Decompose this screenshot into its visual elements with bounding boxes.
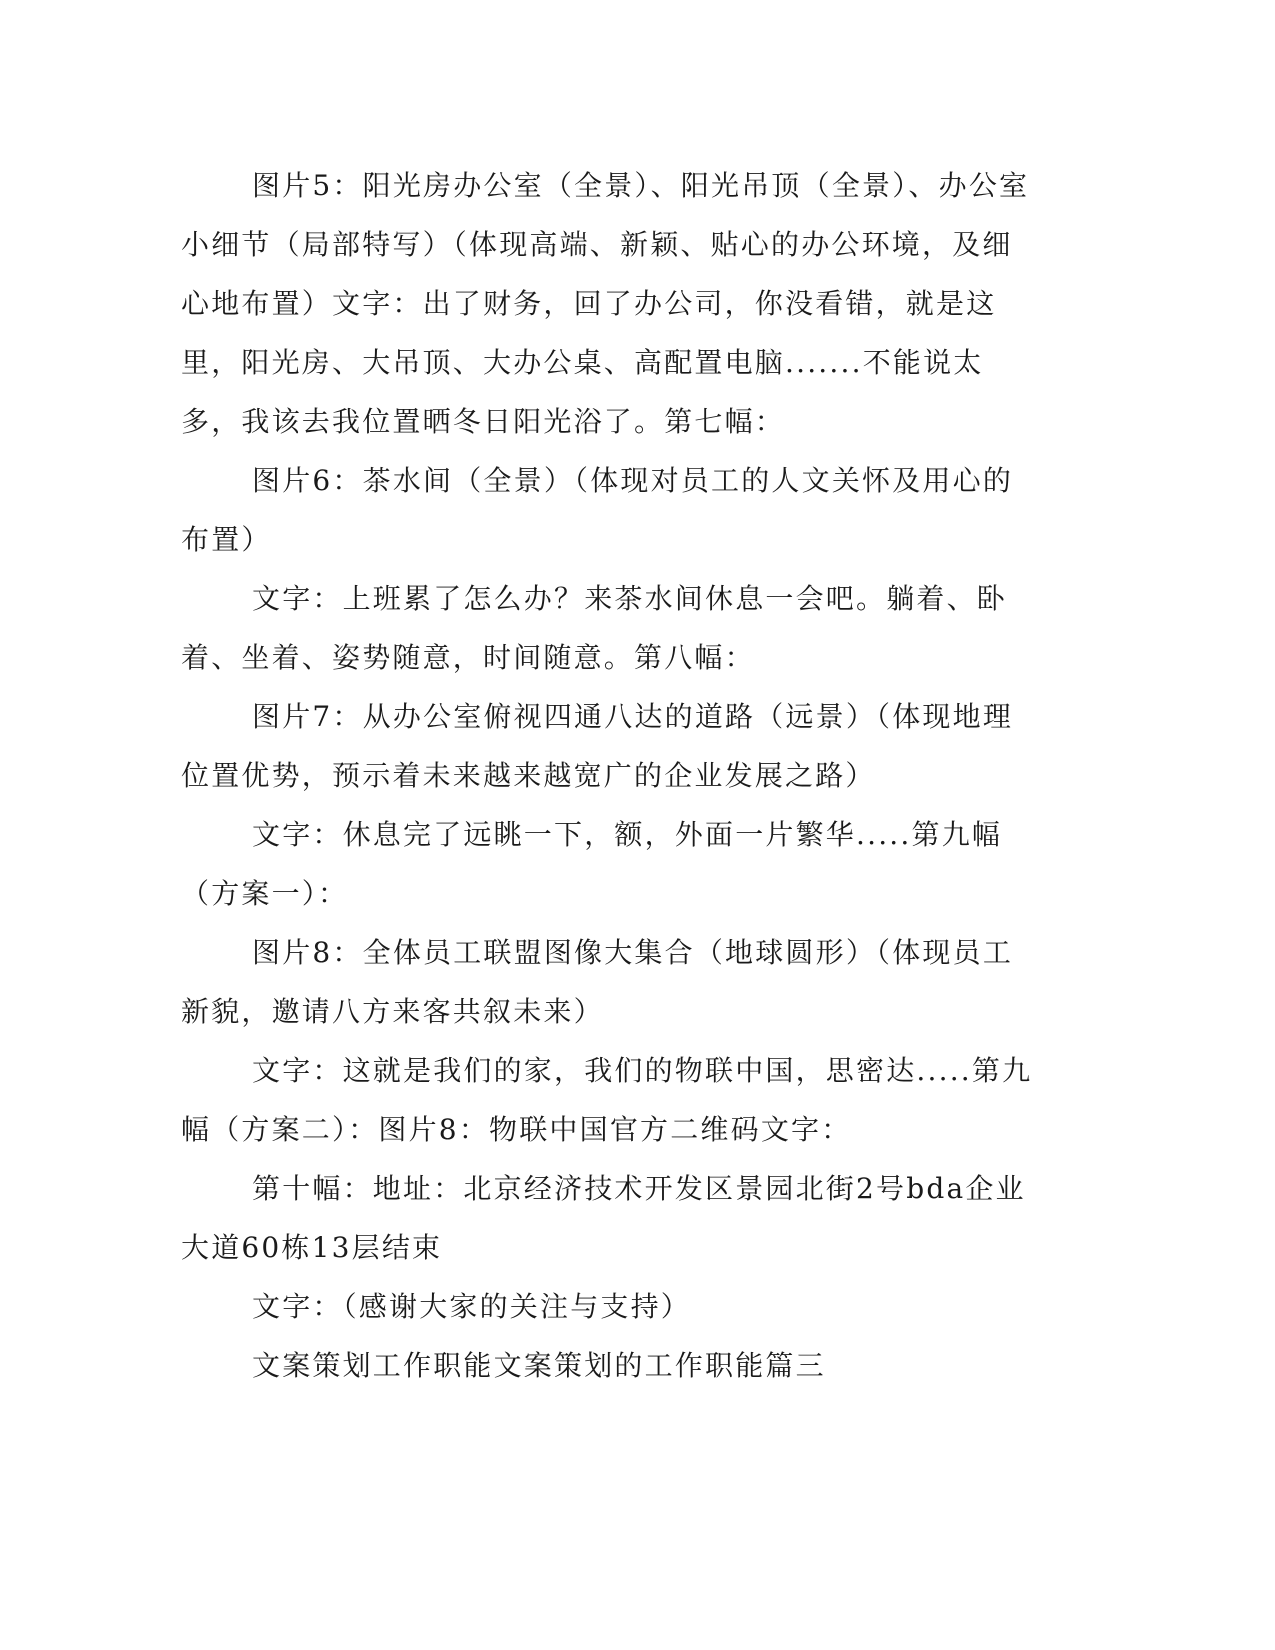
paragraph-home-text: 文字：这就是我们的家，我们的物联中国，思密达.....第九幅（方案二）：图片8：物联中国官方二维码文字： [181, 1054, 1033, 1146]
document-body [181, 156, 1041, 1395]
paragraph-picture-8: 图片8：全体员工联盟图像大集合（地球圆形）（体现员工新貌，邀请八方来客共叙未来） [181, 936, 1014, 1028]
paragraph-picture-5: 图片5：阳光房办公室（全景）、阳光吊顶（全景）、办公室小细节（局部特写）（体现高端、新颖、贴心的办公环境，及细心地布置）文字：出了财务，回了办公司，你没看错，就是这里，阳光房、大吊顶、大办公桌、高配置电脑.......不能说太多，我该去我位置晒冬日阳光浴了。第七幅： [181, 169, 1030, 438]
paragraph-address: 第十幅：地址：北京经济技术开发区景园北街2号bda企业大道60栋13层结束 [181, 1172, 1026, 1264]
paragraph-thanks: 文字：（感谢大家的关注与支持） [252, 1290, 692, 1323]
paragraph-tea-room-text: 文字：上班累了怎么办？来茶水间休息一会吧。躺着、卧着、坐着、姿势随意，时间随意。第八幅： [181, 582, 1008, 674]
paragraph-picture-7: 图片7：从办公室俯视四通八达的道路（远景）（体现地理位置优势，预示着未来越来越宽广的企业发展之路） [181, 700, 1014, 792]
paragraph-view-text: 文字：休息完了远眺一下，额，外面一片繁华.....第九幅（方案一）： [181, 818, 1003, 910]
paragraph-picture-6: 图片6：茶水间（全景）（体现对员工的人文关怀及用心的布置） [181, 464, 1014, 556]
paragraph-section-heading: 文案策划工作职能文案策划的工作职能篇三 [252, 1349, 826, 1382]
